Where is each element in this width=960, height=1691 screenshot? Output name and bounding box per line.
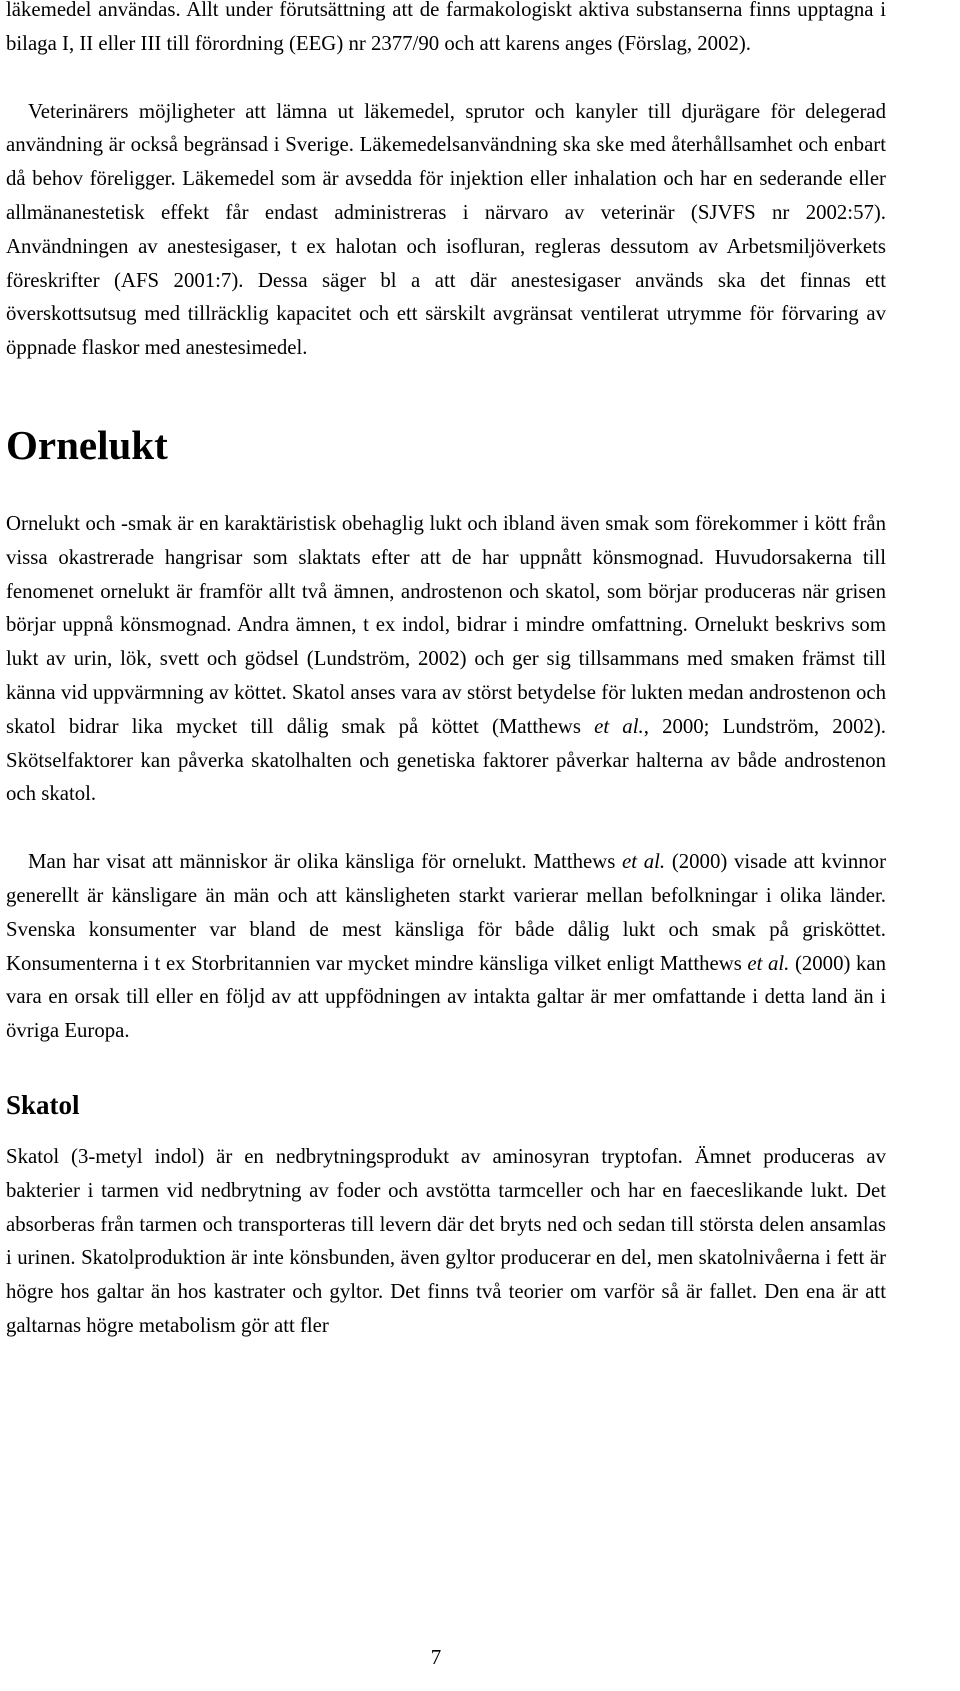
- italic-et-al: et al.: [622, 850, 666, 874]
- heading-ornelukt: Ornelukt: [6, 421, 168, 468]
- paragraph-ornelukt-sensitivity: [6, 845, 886, 1048]
- text-run: (2000) kan vara en orsak till eller en följd av att uppfödningen av intakta galtar är mer omfattande i detta land än i övriga Europa.: [6, 951, 887, 1043]
- document-page: [6, 0, 886, 1343]
- italic-et-al: et al.: [594, 714, 644, 738]
- italic-et-al: et al.: [747, 951, 790, 975]
- paragraph-veterinarians: Veterinärers möjligheter att lämna ut läkemedel, sprutor och kanyler till djurägare för delegerad användning är också begränsad i Sverige. Läkemedelsanvändning ska ske med återhållsamhet och enbart då behov föreligger. Läkemedel som är avsedda för injektion eller inhalation och har en sederande eller allmänanestetisk effekt får endast administreras i närvaro av veterinär (SJVFS nr 2002:57). Användningen av anestesigaser, t ex halotan och isofluran, regleras dessutom av Arbetsmiljöverkets föreskrifter (AFS 2001:7). Dessa säger bl a att där anestesigaser används ska det finnas ett överskottsutsug med tillräcklig kapacitet och ett särskilt avgränsat ventilerat utrymme för förvaring av öppnade flaskor med anestesimedel.: [6, 99, 886, 360]
- paragraph-skatol-definition: Skatol (3-metyl indol) är en nedbrytningsprodukt av aminosyran tryptofan. Ämnet produceras av bakterier i tarmen vid nedbrytning av foder och avstötta tarmceller och har en faeceslikande lukt. Det absorberas från tarmen och transporteras till levern där det bryts ned och sedan till största delen ansamlas i urinen. Skatolproduktion är inte könsbunden, även gyltor producerar en del, men skatolnivåerna i fett är högre hos galtar än hos kastrater och gyltor. Det finns två teorier om varför så är fallet. Den ena är att galtarnas högre metabolism gör att fler: [6, 1144, 886, 1337]
- heading-skatol: Skatol: [6, 1089, 80, 1120]
- paragraph-regulation-continued: läkemedel användas. Allt under förutsättning att de farmakologiskt aktiva substanserna finns upptagna i bilaga I, II eller III till förordning (EEG) nr 2377/90 och att karens anges (Förslag, 2002).: [6, 0, 886, 55]
- text-run: Ornelukt och -smak är en karaktäristisk obehaglig lukt och ibland även smak som förekommer i kött från vissa okastrerade hangrisar som slaktats efter att de har uppnått könsmognad. Huvudorsakerna till fenomenet ornelukt är framför allt två ämnen, androstenon och skatol, som börjar produceras när grisen börjar uppnå könsmognad. Andra ämnen, t ex indol, bidrar i mindre omfattning. Ornelukt beskrivs som lukt av urin, lök, svett och gödsel (Lundström, 2002) och ger sig tillsammans med smaken främst till känna vid uppvärmning av köttet. Skatol anses vara av störst betydelse för lukten medan androstenon och skatol bidrar lika mycket till dålig smak på köttet (Matthews: [6, 511, 886, 738]
- paragraph-ornelukt-definition: [6, 507, 886, 811]
- page-number: 7: [430, 1645, 442, 1669]
- text-run: , 2000; Lundström, 2002). Skötselfaktorer kan påverka skatolhalten och genetiska faktorer påverkar halterna av både androstenon och skatol.: [6, 714, 886, 806]
- text-run: Man har visat att människor är olika känsliga för ornelukt. Matthews: [28, 850, 623, 874]
- text-run: (2000) visade att kvinnor generellt är känsligare än män och att känsligheten starkt varierar mellan befolkningar i olika länder. Svenska konsumenter var bland de mest känsliga för både dålig lukt och smak på grisköttet. Konsumenterna i t ex Storbritannien var mycket mindre känsliga vilket enligt Matthews: [6, 850, 886, 975]
